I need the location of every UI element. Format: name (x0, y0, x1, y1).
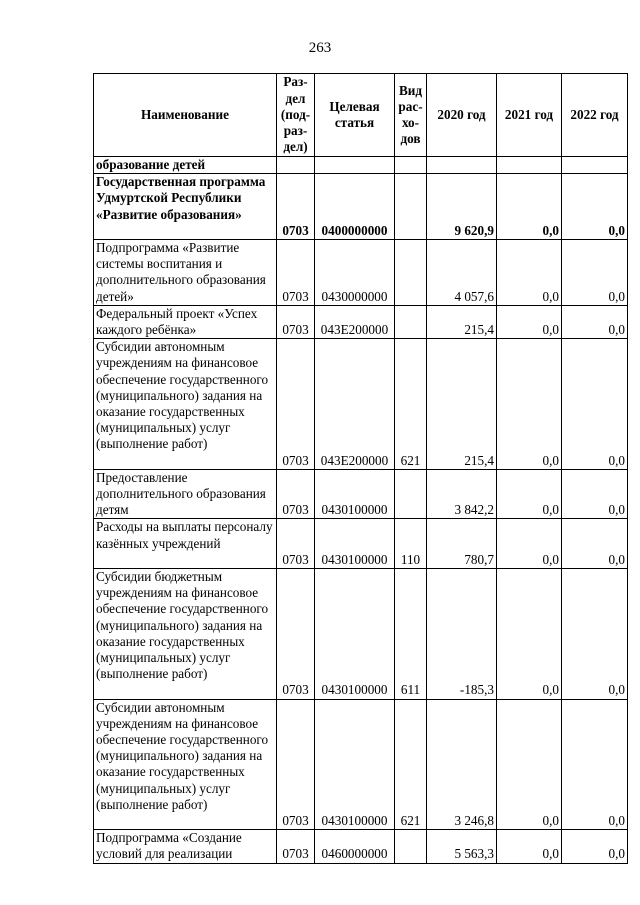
row-expense-kind (395, 830, 427, 863)
row-value-2020: 9 620,9 (427, 174, 497, 240)
row-value-2020: 3 842,2 (427, 469, 497, 519)
row-section: 0703 (277, 469, 315, 519)
row-target: 0430100000 (315, 699, 395, 830)
row-target: 0400000000 (315, 174, 395, 240)
header-2021: 2021 год (497, 74, 562, 157)
row-target: 0430100000 (315, 569, 395, 700)
header-target (315, 74, 395, 157)
row-section: 0703 (277, 305, 315, 338)
row-expense-kind: 110 (395, 519, 427, 569)
header-section-line: (под- (280, 106, 311, 122)
table-row (94, 157, 628, 174)
row-section: 0703 (277, 174, 315, 240)
row-value-2021 (497, 157, 562, 174)
table-row (94, 174, 628, 240)
row-section (277, 157, 315, 174)
row-target: 043E200000 (315, 339, 395, 470)
row-name: Субсидии автономным учреждениям на финансовое обеспечение государственного (муниципального) задания на оказание государственных (муниципальных) услуг (выполнение работ) (94, 699, 277, 830)
row-expense-kind: 621 (395, 699, 427, 830)
header-section-line: раз- (283, 123, 308, 139)
row-section: 0703 (277, 339, 315, 470)
row-name: Предоставление дополнительного образования детям (94, 469, 277, 519)
row-value-2022: 0,0 (562, 519, 628, 569)
row-name: Федеральный проект «Успех каждого ребёнка» (94, 305, 277, 338)
row-expense-kind: 621 (395, 339, 427, 470)
row-value-2021: 0,0 (497, 469, 562, 519)
row-value-2020: 215,4 (427, 339, 497, 470)
row-target: 043E200000 (315, 305, 395, 338)
row-value-2022 (562, 157, 628, 174)
row-value-2022: 0,0 (562, 830, 628, 863)
row-value-2022: 0,0 (562, 339, 628, 470)
row-value-2021: 0,0 (497, 305, 562, 338)
header-expense-line: дов (400, 131, 421, 147)
row-expense-kind (395, 469, 427, 519)
row-value-2021: 0,0 (497, 569, 562, 700)
header-expense-line: Вид (398, 82, 423, 98)
row-expense-kind (395, 305, 427, 338)
row-value-2021: 0,0 (497, 339, 562, 470)
table-row (94, 830, 628, 863)
header-expense-line: хо- (401, 115, 420, 130)
table-row (94, 569, 628, 700)
row-target: 0430000000 (315, 240, 395, 306)
table-body (94, 157, 628, 864)
row-value-2020: 5 563,3 (427, 830, 497, 863)
header-target-line: Целевая (329, 98, 380, 114)
row-value-2020: 4 057,6 (427, 240, 497, 306)
row-section: 0703 (277, 569, 315, 700)
row-expense-kind (395, 174, 427, 240)
row-name: образование детей (94, 157, 277, 174)
row-value-2022: 0,0 (562, 240, 628, 306)
table-row (94, 305, 628, 338)
row-value-2021: 0,0 (497, 174, 562, 240)
header-2022: 2022 год (562, 74, 628, 157)
row-value-2022: 0,0 (562, 305, 628, 338)
row-name: Субсидии автономным учреждениям на финансовое обеспечение государственного (муниципального) задания на оказание государственных (муниципальных) услуг (выполнение работ) (94, 339, 277, 470)
header-section (277, 74, 315, 157)
row-value-2021: 0,0 (497, 699, 562, 830)
header-2020: 2020 год (427, 74, 497, 157)
table-row (94, 699, 628, 830)
table-header-row (94, 74, 628, 157)
row-expense-kind: 611 (395, 569, 427, 700)
header-expense-line: рас- (398, 98, 423, 114)
row-value-2020: -185,3 (427, 569, 497, 700)
row-value-2022: 0,0 (562, 174, 628, 240)
header-section-line: Раз- (283, 74, 308, 90)
row-section: 0703 (277, 830, 315, 863)
row-name: Субсидии бюджетным учреждениям на финансовое обеспечение государственного (муниципального) задания на оказание государственных (муниципальных) услуг (выполнение работ) (94, 569, 277, 700)
row-section: 0703 (277, 699, 315, 830)
row-name: Подпрограмма «Создание условий для реализации (94, 830, 277, 863)
header-section-line: дел (285, 90, 306, 106)
row-value-2022: 0,0 (562, 699, 628, 830)
row-section: 0703 (277, 519, 315, 569)
row-target: 0430100000 (315, 519, 395, 569)
row-target: 0430100000 (315, 469, 395, 519)
table-row (94, 469, 628, 519)
row-value-2020: 780,7 (427, 519, 497, 569)
row-value-2021: 0,0 (497, 830, 562, 863)
row-name: Государственная программа Удмуртской Республики «Развитие образования» (94, 174, 277, 240)
row-value-2020 (427, 157, 497, 174)
row-value-2020: 215,4 (427, 305, 497, 338)
row-value-2020: 3 246,8 (427, 699, 497, 830)
table-row (94, 339, 628, 470)
header-target-line: статья (334, 115, 375, 130)
row-name: Подпрограмма «Развитие системы воспитания и дополнительного образования детей» (94, 240, 277, 306)
row-section: 0703 (277, 240, 315, 306)
header-expense-kind (395, 74, 427, 157)
row-name: Расходы на выплаты персоналу казённых учреждений (94, 519, 277, 569)
page-number: 263 (308, 40, 332, 56)
row-target (315, 157, 395, 174)
header-name: Наименование (94, 74, 277, 157)
row-value-2022: 0,0 (562, 569, 628, 700)
header-section-line: дел) (283, 139, 308, 155)
budget-table (93, 73, 628, 864)
row-value-2022: 0,0 (562, 469, 628, 519)
row-target: 0460000000 (315, 830, 395, 863)
row-value-2021: 0,0 (497, 240, 562, 306)
table-row (94, 240, 628, 306)
row-expense-kind (395, 157, 427, 174)
row-value-2021: 0,0 (497, 519, 562, 569)
row-expense-kind (395, 240, 427, 306)
table-row (94, 519, 628, 569)
